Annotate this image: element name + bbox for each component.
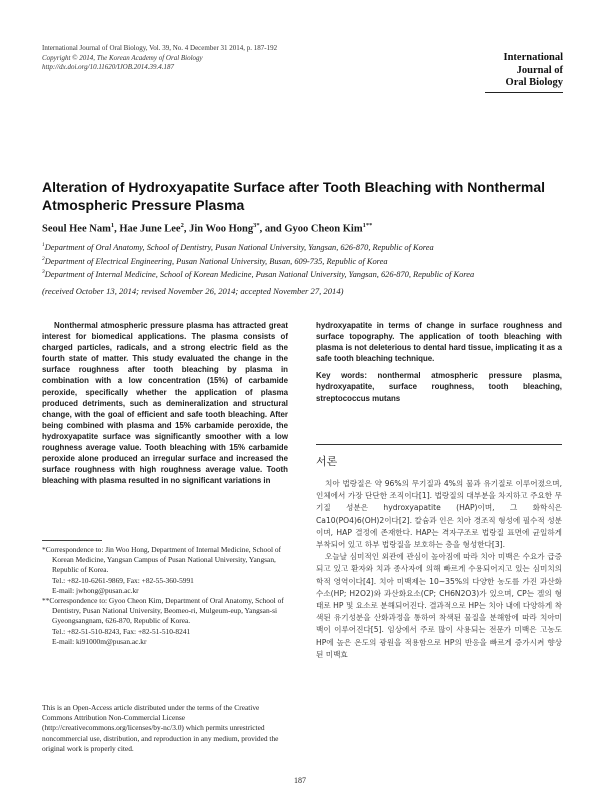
- logo-rule: [485, 92, 563, 93]
- open-access-notice: This is an Open-Access article distributed under the terms of the Creative Commons Attribution Non-Commercial License (http://creativecommons.org/licenses/by-nc/3.0) which permits unrestricted noncommercial use, distribution, and reproduction in any medium, provided the original work is properly cited.: [42, 703, 279, 753]
- affiliation-text: Department of Electrical Engineering, Pusan National University, Busan, 609-735, Republic of Korea: [44, 256, 388, 266]
- doi-link[interactable]: http://dx.doi.org/10.11620/IJOB.2014.39.4.187: [42, 63, 175, 71]
- affiliation-sup: 1: [42, 242, 45, 248]
- logo-line-3: Oral Biology: [505, 77, 563, 88]
- keywords: Key words: nonthermal atmospheric pressure plasma, hydroxyapatite, surface roughness, tooth bleaching, streptococcus mutans: [316, 371, 562, 403]
- author-name: Gyoo Cheon Kim: [284, 223, 363, 235]
- affiliation: [42, 254, 572, 268]
- received-dates: (received October 13, 2014; revised November 26, 2014; accepted November 27, 2014): [42, 286, 344, 296]
- affiliation-text: Department of Oral Anatomy, School of Dentistry, Pusan National University, Yangsan, 626-870, Republic of Korea: [44, 242, 434, 252]
- correspondence-1: *Correspondence to: Jin Woo Hong, Department of Internal Medicine, School of Korean Medicine, Yangsan Campus of Pusan National University, Yangsan, Republic of Korea.: [42, 545, 281, 575]
- body-paragraph: 오늘날 심미적인 외관에 관심이 높아짐에 따라 치아 미백은 수요가 급증되고 있고 환자와 치과 종사자에 의해 빠르게 수용되어지고 있는 심미치의학적 영역이다[4]. 치아 미백제는 10~35%의 다양한 농도를 가진 과산화수소(HP; H2O2)와 과산화요소(CP; CH6N2O3)가 있으며, CP는 겔의 형태로 HP 및 요소로 분해되어진다. 결과적으로 HP는 치아 내에 다양하게 착색된 유기성분을 산화과정을 통하여 착색된 물질을 분해함에 따라 치아미백이 이루어진다[5]. 임상에서 주로 많이 사용되는 전문가 미백은 고농도 HP에 높은 온도의 광원을 적용함으로 HP의 반응을 빠르게 증가시켜 향상된 미백효: [316, 552, 562, 659]
- author-name: Hae June Lee: [119, 223, 181, 235]
- copyright-line: Copyright © 2014, The Korean Academy of Oral Biology: [42, 53, 203, 62]
- right-column: [316, 320, 562, 404]
- affiliation-sup: 3: [42, 269, 45, 276]
- author-separator: ,: [183, 223, 190, 235]
- author-list: [42, 219, 372, 236]
- author-name: Seoul Hee Nam: [42, 223, 111, 235]
- citation-line: International Journal of Oral Biology, Vol. 39, No. 4 December 31 2014, p. 187-192: [42, 44, 278, 52]
- author-sup: 1: [110, 222, 115, 229]
- abstract-text-left: Nonthermal atmospheric pressure plasma has attracted great interest for biomedical applications. The plasma consists of charged particles, radicals, and a strong electric field as the fourth state of matter. This study evaluated the change in the surface roughness after tooth bleaching by plasma in combination with a low concentration (15%) of carbamide peroxide, specifically whether the application of plasma produced detriments, such as demineralization and structural change, with the goal of efficient and safe tooth bleaching. After being combined with plasma and 15% carbamide peroxide, the hydroxyapatite surface was significantly smoother with a low roughness average value. Tooth bleaching with 15% carbamide peroxide alone produced an irregular surface and increased the surface roughness with high roughness average value. Tooth bleaching with plasma resulted in no significant variations in: [42, 321, 288, 486]
- introduction-body: [316, 478, 562, 661]
- author-sup: 1**: [362, 222, 373, 229]
- author-separator: ,: [114, 223, 120, 235]
- footnote-divider: [42, 540, 102, 541]
- correspondence-2-email[interactable]: E-mail: ki91000m@pusan.ac.kr: [52, 636, 147, 646]
- affiliation-sup: 2: [42, 255, 45, 262]
- journal-logo: [485, 52, 563, 90]
- section-title-introduction: 서론: [316, 455, 338, 468]
- affiliation: [42, 240, 572, 254]
- correspondence-1-email[interactable]: E-mail: jwhong@pusan.ac.kr: [52, 585, 139, 595]
- page-number: 187: [294, 776, 306, 785]
- author-separator: , and: [259, 223, 285, 235]
- article-title: Alteration of Hydroxyapatite Surface after Tooth Bleaching with Nonthermal Atmospheric Pressure Plasma: [42, 179, 546, 213]
- logo-line-2: Journal of: [516, 64, 563, 76]
- body-paragraph: 치아 법랑질은 약 96%의 무기질과 4%의 물과 유기질로 이루어졌으며, 인체에서 가장 단단한 조직이다[1]. 법랑질의 대부분을 차지하고 주요한 무기질 성분은 hydroxyapatite (HAP)이며, 그 화학식은 Ca10(PO4)6(OH)2이다[2]. 칼슘과 인은 치아 경조직 형성에 필수적 성분이며, HAP 결정에 존재한다. HAP는 격자구조로 법랑질 표면에 균일하게 부착되어 있고 하부 법랑질을 보호하는 층을 형성한다[3].: [316, 479, 562, 550]
- author-name: Jin Woo Hong: [189, 223, 254, 235]
- correspondence-1-phone: Tel.: +82-10-6261-9869, Fax: +82-55-360-5991: [52, 575, 194, 585]
- affiliation-list: [42, 240, 572, 281]
- author-sup: 3*: [253, 222, 260, 229]
- section-divider: [316, 444, 562, 445]
- affiliation: [42, 267, 572, 281]
- logo-line-1: International: [503, 52, 563, 63]
- author-sup: 2: [180, 222, 184, 229]
- abstract-text-right: hydroxyapatite in terms of change in surface roughness and surface topography. The application of tooth bleaching with plasma is not deleterious to dental hard tissue, implicating it as a safe tooth bleaching technique.: [316, 321, 562, 364]
- correspondence-2-phone: Tel.: +82-51-510-8243, Fax: +82-51-510-8241: [52, 626, 191, 636]
- left-column: [42, 320, 288, 486]
- correspondence-2: **Correspondence to: Gyoo Cheon Kim, Department of Oral Anatomy, School of Dentistry, Pusan National University, Beomeo-ri, Mulgeum-eup, Yangsan-si Gyeongsangnam, 626-870, Republic of Korea.: [42, 596, 284, 626]
- affiliation-text: Department of Internal Medicine, School of Korean Medicine, Pusan National University, Yangsan, 626-870, Republic of Korea: [44, 269, 475, 279]
- correspondence-footnotes: [42, 545, 288, 647]
- journal-header: [42, 44, 277, 73]
